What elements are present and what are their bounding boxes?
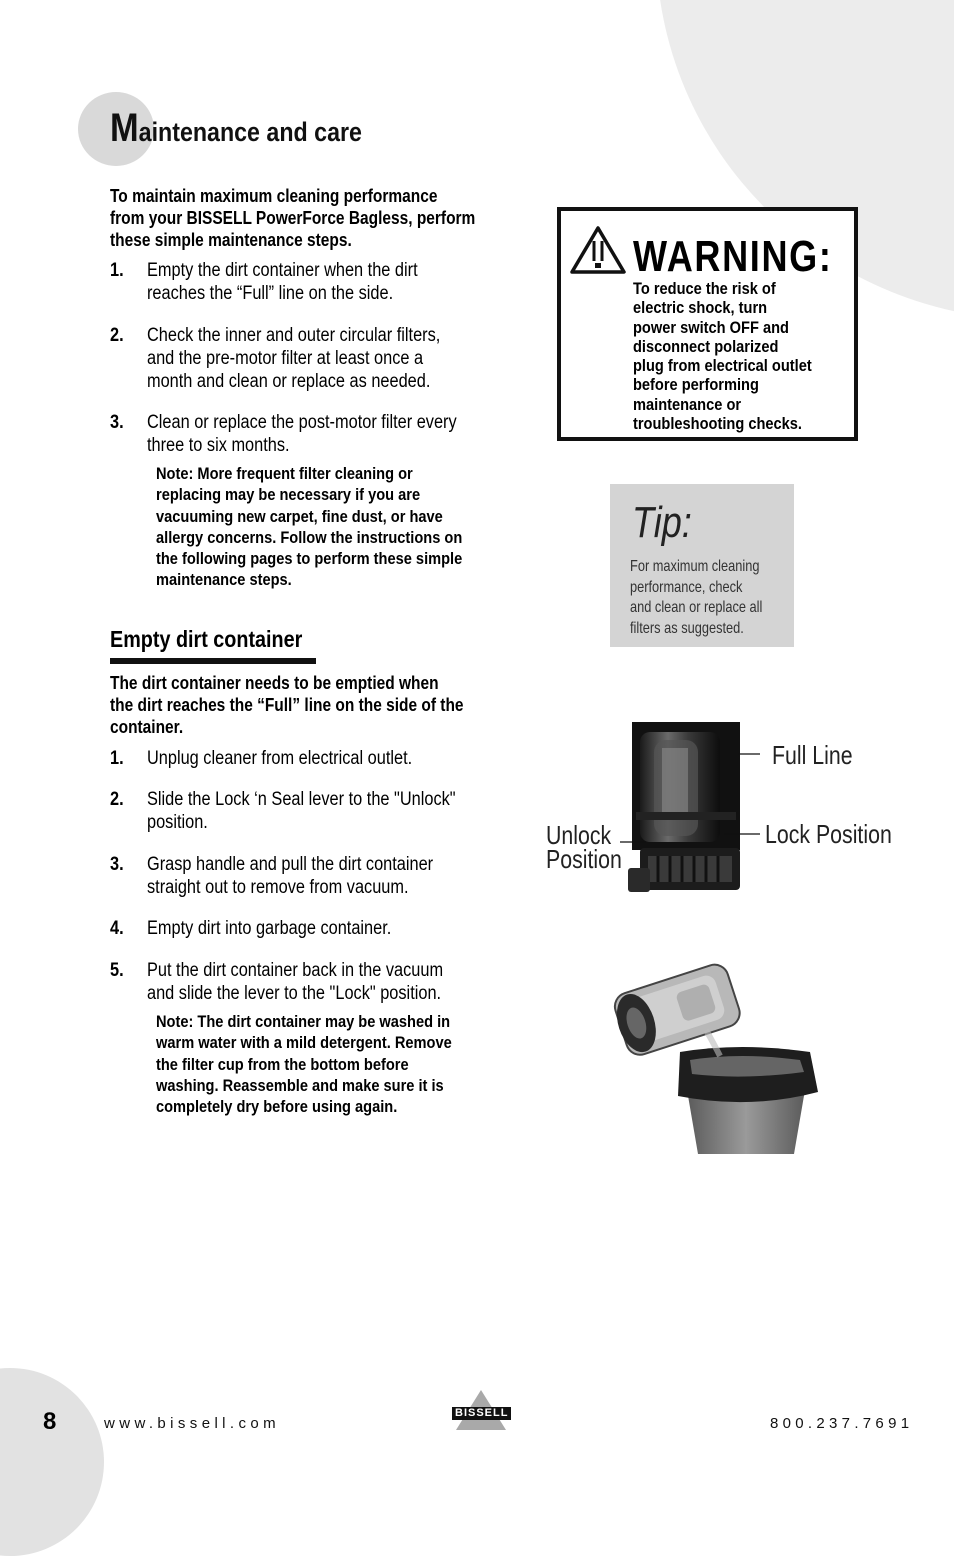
note-line: washing. Reassemble and make sure it is (156, 1075, 444, 1095)
footer-circle-decoration (0, 1368, 104, 1556)
warning-line: disconnect polarized (633, 336, 779, 356)
note-line: vacuuming new carpet, fine dust, or have (156, 506, 443, 526)
empty-lead (110, 672, 530, 738)
full-line-label: Full Line (772, 740, 853, 770)
warning-line: electric shock, turn (633, 298, 768, 318)
title-rest: aintenance and care (138, 117, 362, 147)
warning-triangle-icon (569, 225, 627, 275)
tip-text (630, 557, 795, 639)
lead-line: the dirt reaches the “Full” line on the side of the (110, 695, 464, 715)
warning-box (557, 207, 858, 441)
page-title (110, 108, 403, 148)
warning-line: maintenance or (633, 394, 742, 414)
lead-line: container. (110, 717, 184, 737)
step-number: 1. (110, 748, 124, 769)
step-text: reaches the “Full” line on the side. (146, 283, 394, 304)
tip-line: and clean or replace all (630, 599, 763, 616)
step-number: 4. (110, 918, 124, 939)
footer-website-link[interactable]: www.bissell.com (104, 1415, 281, 1432)
step-text: Put the dirt container back in the vacuum (146, 960, 444, 981)
warning-line: before performing (633, 375, 759, 395)
step-number: 5. (110, 960, 124, 981)
maintenance-step-2 (110, 324, 530, 393)
step-number: 3. (110, 412, 124, 433)
step-text: three to six months. (146, 435, 290, 456)
note-line: allergy concerns. Follow the instructions on (156, 527, 463, 547)
note-line: replacing may be necessary if you are (156, 485, 421, 505)
step-number: 2. (110, 325, 124, 346)
title-initial: M (110, 106, 139, 150)
step-text: Check the inner and outer circular filters, (146, 325, 441, 346)
tip-title: Tip: (632, 498, 692, 547)
step-text: Empty dirt into garbage container. (146, 918, 392, 939)
step-number: 1. (110, 260, 124, 281)
maintenance-step-3 (110, 411, 530, 457)
tip-line: For maximum cleaning (630, 558, 760, 575)
maintenance-step-1 (110, 259, 530, 305)
note-line: the filter cup from the bottom before (156, 1054, 409, 1074)
empty-step-3 (110, 853, 530, 899)
step-text: and the pre-motor filter at least once a (146, 348, 424, 369)
step-text: position. (146, 812, 208, 833)
unlock-position-label (546, 820, 639, 874)
warning-line: power switch OFF and (633, 317, 789, 337)
unlock-label-line: Position (546, 844, 622, 874)
note-line: the following pages to perform these simple (156, 549, 463, 569)
maintenance-lead (110, 185, 530, 251)
step-text: Unplug cleaner from electrical outlet. (146, 748, 413, 769)
dirt-container-photo (620, 720, 760, 900)
empty-step-1 (110, 747, 530, 770)
warning-line: plug from electrical outlet (633, 356, 812, 376)
empty-note (110, 1011, 530, 1117)
warning-line: troubleshooting checks. (633, 414, 802, 434)
step-text: Grasp handle and pull the dirt container (146, 854, 434, 875)
emptying-container-photo (610, 960, 830, 1160)
step-number: 2. (110, 789, 124, 810)
lead-line: To maintain maximum cleaning performance (110, 186, 438, 206)
warning-line: To reduce the risk of (633, 279, 776, 298)
note-line: Note: The dirt container may be washed in (156, 1012, 451, 1031)
step-text: straight out to remove from vacuum. (146, 877, 409, 898)
lead-line: from your BISSELL PowerForce Bagless, perform (110, 208, 476, 228)
page-number: 8 (43, 1408, 57, 1435)
unlock-label-line: Unlock (546, 820, 612, 850)
section-title: Empty dirt container (110, 626, 303, 652)
note-line: completely dry before using again. (156, 1097, 398, 1117)
warning-text (633, 279, 841, 433)
maintenance-note (110, 463, 530, 591)
lead-line: these simple maintenance steps. (110, 230, 352, 250)
footer-phone-number: 800.237.7691 (770, 1415, 914, 1432)
tip-box (610, 484, 794, 647)
step-text: month and clean or replace as needed. (146, 371, 431, 392)
empty-step-4 (110, 917, 530, 940)
note-line: warm water with a mild detergent. Remove (156, 1033, 452, 1053)
empty-step-2 (110, 788, 530, 834)
lock-position-label: Lock Position (765, 819, 892, 849)
step-text: Empty the dirt container when the dirt (146, 260, 418, 281)
note-line: maintenance steps. (156, 570, 292, 590)
warning-title: WARNING: (633, 232, 833, 281)
bissell-logo-text: BISSELL (452, 1407, 511, 1420)
note-line: Note: More frequent filter cleaning or (156, 464, 413, 483)
step-text: Slide the Lock ‘n Seal lever to the "Unlock" (146, 789, 456, 810)
lead-line: The dirt container needs to be emptied when (110, 673, 439, 693)
tip-line: filters as suggested. (630, 619, 744, 637)
step-text: Clean or replace the post-motor filter every (146, 412, 457, 433)
empty-step-5 (110, 959, 530, 1005)
step-number: 3. (110, 854, 124, 875)
section-underline (110, 658, 316, 664)
tip-line: performance, check (630, 578, 743, 596)
step-text: and slide the lever to the "Lock" position. (146, 983, 442, 1004)
